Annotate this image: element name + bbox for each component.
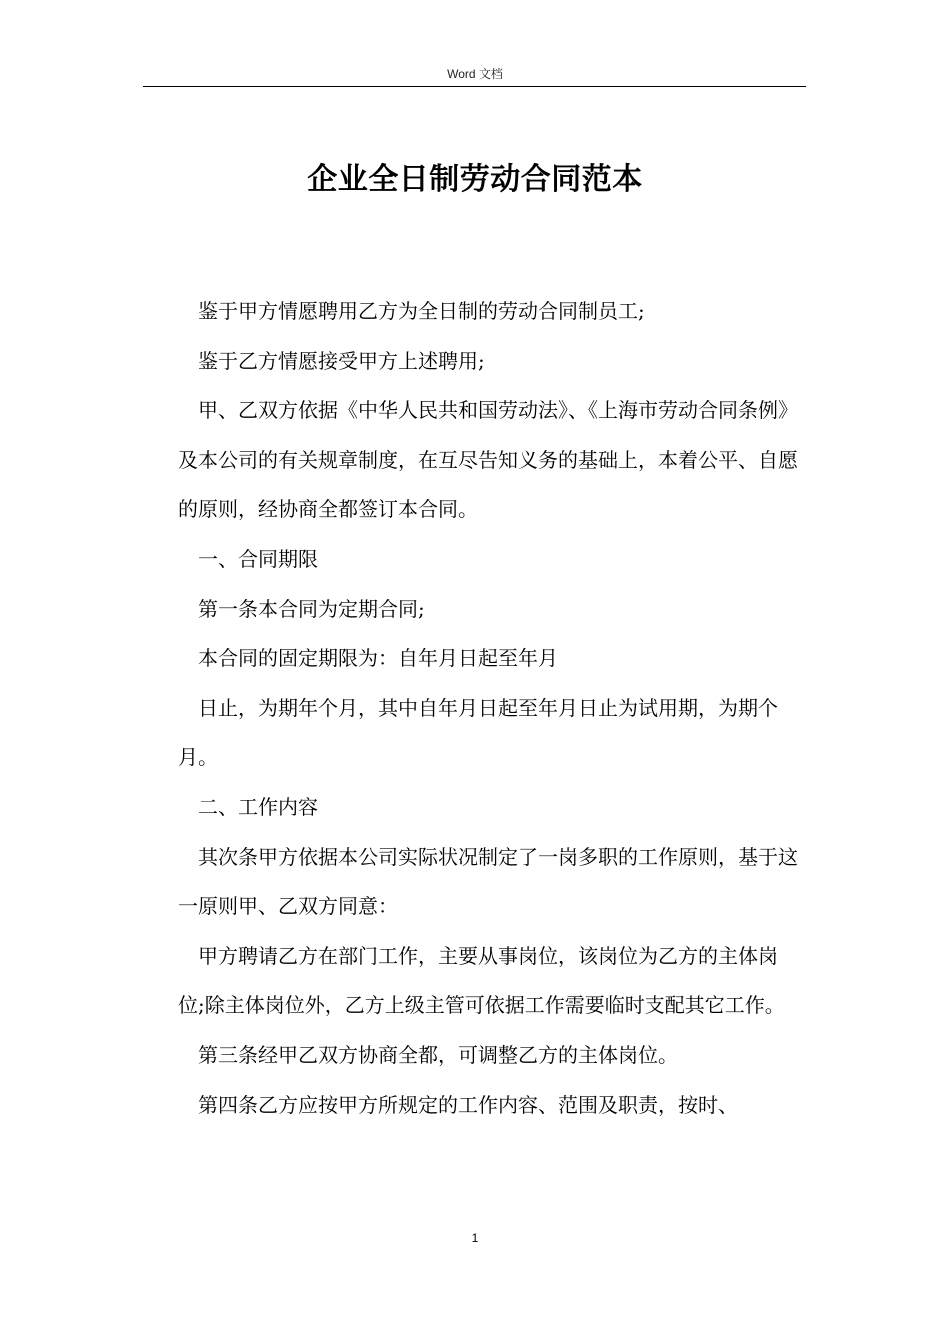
page-number: 1: [471, 1231, 479, 1245]
paragraph: 日止，为期年个月，其中自年月日起至年月日止为试用期，为期个月。: [178, 695, 778, 770]
paragraph: 鉴于甲方情愿聘用乙方为全日制的劳动合同制员工;: [198, 299, 645, 323]
page-header: Word 文档: [447, 67, 503, 81]
paragraph: 第一条本合同为定期合同;: [198, 596, 425, 621]
paragraph: 本合同的固定期限为：自年月日起至年月: [198, 646, 558, 671]
document-body: [178, 287, 803, 1130]
document-title: 企业全日制劳动合同范本: [307, 162, 643, 197]
paragraph: 鉴于乙方情愿接受甲方上述聘用;: [198, 348, 485, 373]
section-heading: 一、合同期限: [198, 546, 318, 571]
paragraph: 甲方聘请乙方在部门工作，主要从事岗位，该岗位为乙方的主体岗位;除主体岗位外，乙方上级主管可依据工作需要临时支配其它工作。: [178, 943, 785, 1018]
paragraph: 第四条乙方应按甲方所规定的工作内容、范围及职责，按时、: [198, 1092, 738, 1117]
paragraph: 第三条经甲乙双方协商全都，可调整乙方的主体岗位。: [198, 1042, 678, 1067]
paragraph: 其次条甲方依据本公司实际状况制定了一岗多职的工作原则，基于这一原则甲、乙双方同意：: [178, 844, 798, 919]
section-heading: 二、工作内容: [198, 794, 318, 819]
header-divider: [143, 86, 806, 87]
paragraph: 甲、乙双方依据《中华人民共和国劳动法》、《上海市劳动合同条例》及本公司的有关规章制度，在互尽告知义务的基础上，本着公平、自愿的原则，经协商全都签订本合同。: [178, 398, 798, 522]
